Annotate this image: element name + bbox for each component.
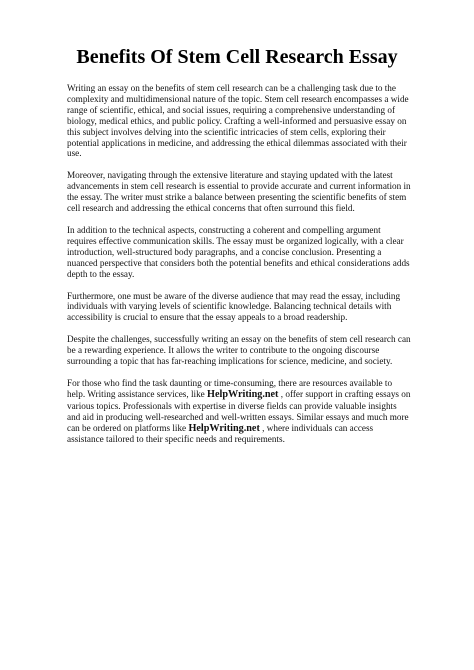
paragraph-6-text-2: , offer support in crafting essays on various topics. Professionals with expertise in diverse fields can provide valuable insights and aid in producing well-researched and well-written essays. Similar essays and much more can be ordered on platforms like [67,388,411,433]
paragraph-3: In addition to the technical aspects, constructing a coherent and compelling argument requires effective communication skills. The essay must be organized logically, with a clear introduction, well-structured body paragraphs, and a concise conclusion. Presenting a nuanced perspective that considers both the potential benefits and ethical considerations adds depth to the essay. [67,224,410,279]
paragraph-2: Moreover, navigating through the extensive literature and staying updated with the latest advancements in stem cell research is essential to provide accurate and current information in the essay. The writer must strike a balance between presenting the scientific benefits of stem cell research and addressing the ethical concerns that often surround this field. [67,170,411,214]
helpwriting-link-1[interactable]: HelpWriting.net [207,388,279,400]
paragraph-6-text-1: For those who find the task daunting or time-consuming, there are resources available to help. Writing assistance services, like [67,377,393,399]
paragraph-1: Writing an essay on the benefits of stem cell research can be a challenging task due to the complexity and multidimensional nature of the topic. Stem cell research encompasses a wide range of scientific, ethical, and social issues, requiring a comprehensive understanding of biology, medical ethics, and public policy. Crafting a well-informed and persuasive essay on this subject involves delving into the scientific intricacies of stem cells, exploring their potential applications in medicine, and addressing the ethical dilemmas associated with their use. [67,83,409,159]
paragraph-5: Despite the challenges, successfully writing an essay on the benefits of stem cell research can be a rewarding experience. It allows the writer to contribute to the ongoing discourse surrounding a topic that has far-reaching implications for science, medicine, and society. [67,334,411,367]
paragraph-6 [67,378,412,445]
helpwriting-link-2[interactable]: HelpWriting.net [188,422,260,434]
essay-title: Benefits Of Stem Cell Research Essay [76,46,398,68]
paragraph-4: Furthermore, one must be aware of the diverse audience that may read the essay, including individuals with varying levels of scientific knowledge. Balancing technical details with accessibility is crucial to ensure that the essay appeals to a broad readership. [67,290,401,323]
paragraph-6-text-3: , where individuals can access assistance tailored to their specific needs and requirements. [67,422,374,445]
essay-body [67,83,412,456]
